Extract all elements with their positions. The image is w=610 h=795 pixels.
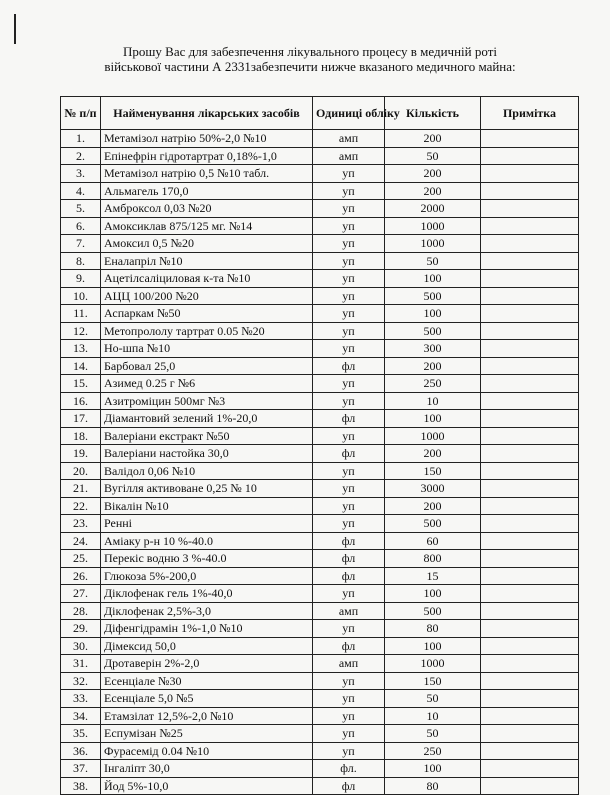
row-number: 20. xyxy=(61,462,101,480)
unit-of-measure: фл. xyxy=(313,760,385,778)
quantity: 300 xyxy=(385,340,481,358)
quantity: 100 xyxy=(385,305,481,323)
table-row xyxy=(61,287,579,305)
table-row xyxy=(61,515,579,533)
table-body xyxy=(61,130,579,795)
table-row xyxy=(61,462,579,480)
quantity: 200 xyxy=(385,497,481,515)
quantity: 100 xyxy=(385,410,481,428)
unit-of-measure: уп xyxy=(313,497,385,515)
medicine-name: Метопрололу тартрат 0.05 №20 xyxy=(101,322,313,340)
note xyxy=(481,410,579,428)
table-row xyxy=(61,550,579,568)
quantity: 500 xyxy=(385,602,481,620)
quantity: 500 xyxy=(385,322,481,340)
medicine-name: Есенціале №30 xyxy=(101,672,313,690)
note xyxy=(481,620,579,638)
quantity: 150 xyxy=(385,462,481,480)
quantity: 10 xyxy=(385,392,481,410)
table-row xyxy=(61,182,579,200)
table-header-row xyxy=(61,97,579,130)
table-row xyxy=(61,217,579,235)
unit-of-measure: уп xyxy=(313,165,385,183)
medicine-name: Дротаверін 2%-2,0 xyxy=(101,655,313,673)
medicine-name: Но-шпа №10 xyxy=(101,340,313,358)
medicine-name: Ацетілсаліциловая к-та №10 xyxy=(101,270,313,288)
unit-of-measure: уп xyxy=(313,200,385,218)
row-number: 16. xyxy=(61,392,101,410)
medicine-name: Глюкоза 5%-200,0 xyxy=(101,567,313,585)
row-number: 13. xyxy=(61,340,101,358)
medicine-name: Діамантовий зелений 1%-20,0 xyxy=(101,410,313,428)
table-row xyxy=(61,252,579,270)
quantity: 150 xyxy=(385,672,481,690)
unit-of-measure: фл xyxy=(313,445,385,463)
note xyxy=(481,445,579,463)
quantity: 1000 xyxy=(385,655,481,673)
unit-of-measure: амп xyxy=(313,130,385,148)
quantity: 3000 xyxy=(385,480,481,498)
note xyxy=(481,550,579,568)
medicine-name: Азитроміцин 500мг №3 xyxy=(101,392,313,410)
intro-line-2: військової частини А 2331забезпечити нижче вказаного медичного майна: xyxy=(104,59,516,74)
row-number: 3. xyxy=(61,165,101,183)
quantity: 1000 xyxy=(385,217,481,235)
note xyxy=(481,165,579,183)
table-row xyxy=(61,585,579,603)
request-intro xyxy=(60,44,560,74)
row-number: 4. xyxy=(61,182,101,200)
row-number: 31. xyxy=(61,655,101,673)
row-number: 5. xyxy=(61,200,101,218)
unit-of-measure: амп xyxy=(313,147,385,165)
row-number: 19. xyxy=(61,445,101,463)
table-row xyxy=(61,742,579,760)
unit-of-measure: уп xyxy=(313,515,385,533)
note xyxy=(481,322,579,340)
unit-of-measure: уп xyxy=(313,375,385,393)
table-row xyxy=(61,410,579,428)
note xyxy=(481,497,579,515)
header-note: Примітка xyxy=(481,97,579,130)
medicine-name: Валеріани настойка 30,0 xyxy=(101,445,313,463)
row-number: 38. xyxy=(61,777,101,795)
header-name: Найменування лікарських засобів xyxy=(101,97,313,130)
row-number: 26. xyxy=(61,567,101,585)
table-row xyxy=(61,392,579,410)
table-row xyxy=(61,445,579,463)
unit-of-measure: уп xyxy=(313,270,385,288)
row-number: 29. xyxy=(61,620,101,638)
row-number: 18. xyxy=(61,427,101,445)
note xyxy=(481,147,579,165)
quantity: 50 xyxy=(385,725,481,743)
quantity: 1000 xyxy=(385,427,481,445)
note xyxy=(481,532,579,550)
unit-of-measure: фл xyxy=(313,777,385,795)
medicine-name: Перекіс водню 3 %-40.0 xyxy=(101,550,313,568)
note xyxy=(481,182,579,200)
medicine-name: Валідол 0,06 №10 xyxy=(101,462,313,480)
unit-of-measure: уп xyxy=(313,672,385,690)
header-qty: Кількість xyxy=(385,97,481,130)
quantity: 800 xyxy=(385,550,481,568)
medicine-name: Метамізол натрію 50%-2,0 №10 xyxy=(101,130,313,148)
unit-of-measure: уп xyxy=(313,217,385,235)
intro-line-1: Прошу Вас для забезпечення лікувального процесу в медичній роті xyxy=(123,44,497,59)
quantity: 200 xyxy=(385,182,481,200)
row-number: 10. xyxy=(61,287,101,305)
row-number: 11. xyxy=(61,305,101,323)
unit-of-measure: уп xyxy=(313,620,385,638)
unit-of-measure: фл xyxy=(313,357,385,375)
table-row xyxy=(61,270,579,288)
medicine-name: Аміаку р-н 10 %-40.0 xyxy=(101,532,313,550)
medicine-name: Вугілля активоване 0,25 № 10 xyxy=(101,480,313,498)
row-number: 35. xyxy=(61,725,101,743)
unit-of-measure: уп xyxy=(313,182,385,200)
unit-of-measure: фл xyxy=(313,550,385,568)
quantity: 250 xyxy=(385,742,481,760)
medicine-name: Фурасемід 0.04 №10 xyxy=(101,742,313,760)
table-row xyxy=(61,532,579,550)
quantity: 50 xyxy=(385,147,481,165)
quantity: 200 xyxy=(385,357,481,375)
table-row xyxy=(61,620,579,638)
note xyxy=(481,672,579,690)
unit-of-measure: уп xyxy=(313,287,385,305)
quantity: 200 xyxy=(385,165,481,183)
row-number: 15. xyxy=(61,375,101,393)
medicine-name: Епінефрін гідротартрат 0,18%-1,0 xyxy=(101,147,313,165)
note xyxy=(481,252,579,270)
note xyxy=(481,375,579,393)
row-number: 8. xyxy=(61,252,101,270)
unit-of-measure: уп xyxy=(313,725,385,743)
note xyxy=(481,585,579,603)
medicine-name: Барбовал 25,0 xyxy=(101,357,313,375)
table-row xyxy=(61,690,579,708)
unit-of-measure: фл xyxy=(313,410,385,428)
note xyxy=(481,305,579,323)
note xyxy=(481,567,579,585)
note xyxy=(481,200,579,218)
unit-of-measure: фл xyxy=(313,532,385,550)
row-number: 28. xyxy=(61,602,101,620)
quantity: 100 xyxy=(385,270,481,288)
medicine-name: Альмагель 170,0 xyxy=(101,182,313,200)
note xyxy=(481,392,579,410)
medicine-name: Інгаліпт 30,0 xyxy=(101,760,313,778)
table-row xyxy=(61,357,579,375)
unit-of-measure: уп xyxy=(313,252,385,270)
unit-of-measure: уп xyxy=(313,480,385,498)
quantity: 500 xyxy=(385,287,481,305)
medicine-name: Амброксол 0,03 №20 xyxy=(101,200,313,218)
unit-of-measure: уп xyxy=(313,340,385,358)
quantity: 2000 xyxy=(385,200,481,218)
quantity: 100 xyxy=(385,637,481,655)
row-number: 2. xyxy=(61,147,101,165)
medicine-name: Діклофенак гель 1%-40,0 xyxy=(101,585,313,603)
note xyxy=(481,515,579,533)
table-row xyxy=(61,427,579,445)
unit-of-measure: уп xyxy=(313,392,385,410)
table-row xyxy=(61,777,579,795)
table-row xyxy=(61,147,579,165)
row-number: 17. xyxy=(61,410,101,428)
note xyxy=(481,725,579,743)
medicine-name: Амоксил 0,5 №20 xyxy=(101,235,313,253)
row-number: 1. xyxy=(61,130,101,148)
medicine-name: Валеріани екстракт №50 xyxy=(101,427,313,445)
note xyxy=(481,690,579,708)
medicine-name: Йод 5%-10,0 xyxy=(101,777,313,795)
unit-of-measure: фл xyxy=(313,567,385,585)
quantity: 250 xyxy=(385,375,481,393)
row-number: 21. xyxy=(61,480,101,498)
table-row xyxy=(61,480,579,498)
note xyxy=(481,742,579,760)
note xyxy=(481,270,579,288)
unit-of-measure: уп xyxy=(313,585,385,603)
unit-of-measure: уп xyxy=(313,462,385,480)
unit-of-measure: амп xyxy=(313,655,385,673)
row-number: 12. xyxy=(61,322,101,340)
medicine-name: Еналапріл №10 xyxy=(101,252,313,270)
quantity: 80 xyxy=(385,777,481,795)
table-row xyxy=(61,707,579,725)
table-row xyxy=(61,655,579,673)
note xyxy=(481,655,579,673)
quantity: 100 xyxy=(385,760,481,778)
table-row xyxy=(61,322,579,340)
unit-of-measure: уп xyxy=(313,690,385,708)
medicine-name: Азимед 0.25 г №6 xyxy=(101,375,313,393)
unit-of-measure: уп xyxy=(313,235,385,253)
medicine-name: Амоксиклав 875/125 мг. №14 xyxy=(101,217,313,235)
table-row xyxy=(61,200,579,218)
medicine-name: Аспаркам №50 xyxy=(101,305,313,323)
note xyxy=(481,707,579,725)
row-number: 23. xyxy=(61,515,101,533)
table-row xyxy=(61,165,579,183)
quantity: 50 xyxy=(385,690,481,708)
table-row xyxy=(61,760,579,778)
medicines-table xyxy=(60,96,579,795)
note xyxy=(481,357,579,375)
note xyxy=(481,340,579,358)
row-number: 7. xyxy=(61,235,101,253)
table-row xyxy=(61,375,579,393)
row-number: 36. xyxy=(61,742,101,760)
header-num: № п/п xyxy=(61,97,101,130)
row-number: 27. xyxy=(61,585,101,603)
margin-mark xyxy=(14,14,16,44)
row-number: 37. xyxy=(61,760,101,778)
row-number: 14. xyxy=(61,357,101,375)
table-row xyxy=(61,602,579,620)
unit-of-measure: уп xyxy=(313,305,385,323)
unit-of-measure: фл xyxy=(313,637,385,655)
row-number: 25. xyxy=(61,550,101,568)
row-number: 22. xyxy=(61,497,101,515)
medicine-name: Етамзілат 12,5%-2,0 №10 xyxy=(101,707,313,725)
quantity: 200 xyxy=(385,130,481,148)
row-number: 6. xyxy=(61,217,101,235)
quantity: 100 xyxy=(385,585,481,603)
unit-of-measure: уп xyxy=(313,322,385,340)
note xyxy=(481,130,579,148)
row-number: 30. xyxy=(61,637,101,655)
note xyxy=(481,217,579,235)
medicine-name: Діклофенак 2,5%-3,0 xyxy=(101,602,313,620)
row-number: 24. xyxy=(61,532,101,550)
note xyxy=(481,637,579,655)
header-unit: Одиниці обліку xyxy=(313,97,385,130)
note xyxy=(481,462,579,480)
unit-of-measure: уп xyxy=(313,427,385,445)
quantity: 60 xyxy=(385,532,481,550)
quantity: 80 xyxy=(385,620,481,638)
unit-of-measure: уп xyxy=(313,742,385,760)
table-row xyxy=(61,637,579,655)
table-row xyxy=(61,130,579,148)
unit-of-measure: амп xyxy=(313,602,385,620)
quantity: 500 xyxy=(385,515,481,533)
note xyxy=(481,427,579,445)
medicine-name: Дімексид 50,0 xyxy=(101,637,313,655)
row-number: 9. xyxy=(61,270,101,288)
table-row xyxy=(61,497,579,515)
row-number: 34. xyxy=(61,707,101,725)
medicine-name: Діфенгідрамін 1%-1,0 №10 xyxy=(101,620,313,638)
table-row xyxy=(61,672,579,690)
quantity: 50 xyxy=(385,252,481,270)
quantity: 15 xyxy=(385,567,481,585)
table-row xyxy=(61,567,579,585)
quantity: 10 xyxy=(385,707,481,725)
note xyxy=(481,760,579,778)
medicine-name: АЦЦ 100/200 №20 xyxy=(101,287,313,305)
note xyxy=(481,287,579,305)
quantity: 1000 xyxy=(385,235,481,253)
table-row xyxy=(61,340,579,358)
row-number: 33. xyxy=(61,690,101,708)
medicine-name: Метамізол натрію 0,5 №10 табл. xyxy=(101,165,313,183)
unit-of-measure: уп xyxy=(313,707,385,725)
row-number: 32. xyxy=(61,672,101,690)
note xyxy=(481,480,579,498)
table-row xyxy=(61,725,579,743)
table-row xyxy=(61,235,579,253)
medicine-name: Ренні xyxy=(101,515,313,533)
quantity: 200 xyxy=(385,445,481,463)
table-row xyxy=(61,305,579,323)
medicine-name: Еспумізан №25 xyxy=(101,725,313,743)
medicine-name: Есенціале 5,0 №5 xyxy=(101,690,313,708)
note xyxy=(481,777,579,795)
medicine-name: Вікалін №10 xyxy=(101,497,313,515)
note xyxy=(481,235,579,253)
note xyxy=(481,602,579,620)
